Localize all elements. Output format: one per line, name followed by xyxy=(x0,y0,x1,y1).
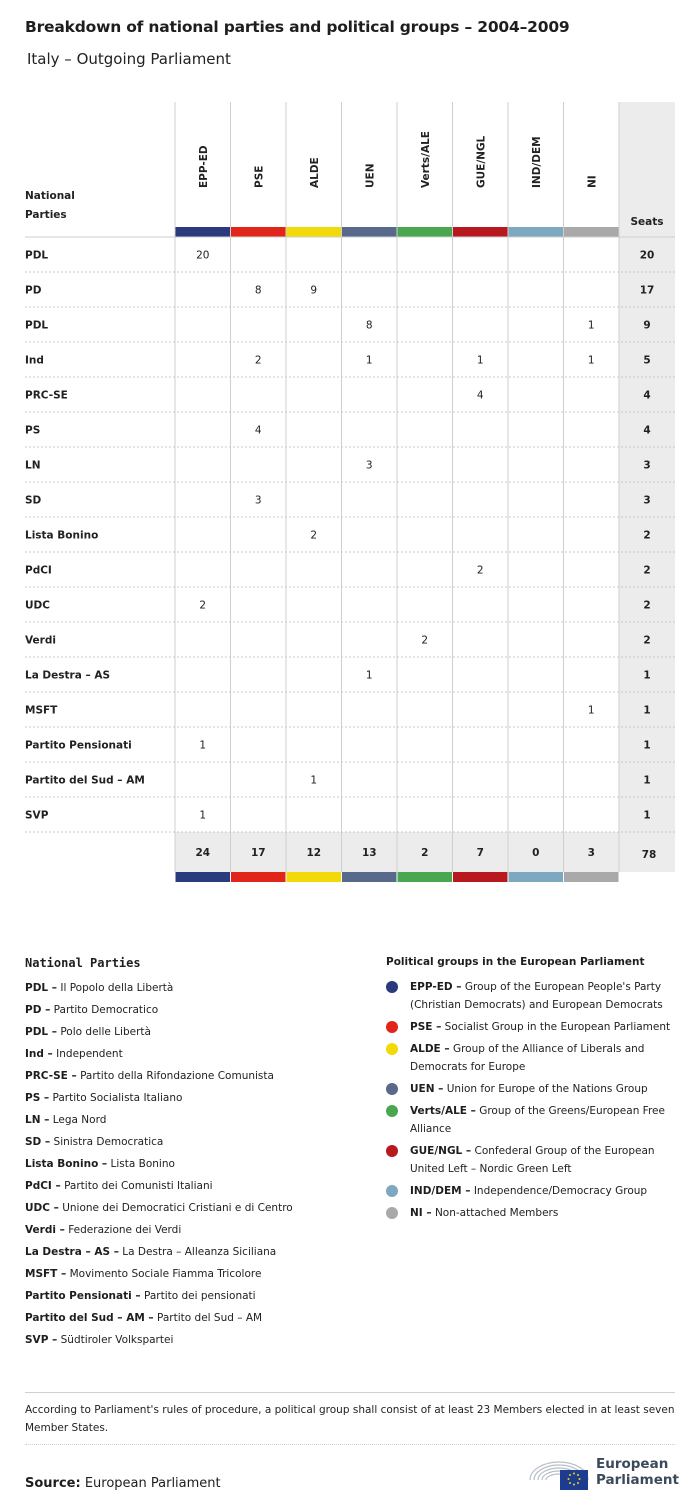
group-legend-abbr: GUE/NGL – xyxy=(410,1145,472,1157)
european-parliament-logo xyxy=(526,1454,686,1494)
party-legend-item xyxy=(25,1175,365,1197)
party-legend-item xyxy=(25,1131,365,1153)
party-seat-total: 1 xyxy=(643,704,651,717)
seat-value-cell: 1 xyxy=(365,669,373,682)
group-seat-total: 2 xyxy=(421,847,429,859)
party-row-label: PRC-SE xyxy=(25,389,68,402)
party-legend-name: Sinistra Democratica xyxy=(50,1136,164,1148)
group-legend-item xyxy=(386,1102,678,1138)
party-legend-name: La Destra – Alleanza Siciliana xyxy=(118,1246,277,1258)
party-row-label: SD xyxy=(25,494,42,507)
group-column-header: ALDE xyxy=(308,157,321,188)
group-legend-name: Non-attached Members xyxy=(431,1207,559,1219)
group-legend-abbr: UEN – xyxy=(410,1083,444,1095)
party-seat-total: 1 xyxy=(643,809,651,822)
party-seat-total: 2 xyxy=(643,599,651,612)
group-color-stripe xyxy=(453,227,508,237)
party-legend-item xyxy=(25,1065,365,1087)
group-seat-total: 13 xyxy=(361,847,377,859)
seat-value-cell: 8 xyxy=(365,319,373,332)
grand-seat-total: 78 xyxy=(641,849,657,861)
party-legend-name: Partito della Rifondazione Comunista xyxy=(76,1070,274,1082)
party-seat-total: 2 xyxy=(643,529,651,542)
party-legend-item xyxy=(25,1043,365,1065)
group-column-header: EPP-ED xyxy=(197,145,210,188)
group-color-stripe-bottom xyxy=(231,872,286,882)
group-legend-name: Group of the Alliance of Liberals and Democrats for Europe xyxy=(410,1043,645,1073)
group-color-stripe-bottom xyxy=(287,872,342,882)
party-legend-name: Movimento Sociale Fiamma Tricolore xyxy=(66,1268,262,1280)
party-legend-name: Lista Bonino xyxy=(107,1158,175,1170)
source-divider xyxy=(25,1444,675,1445)
group-color-dot xyxy=(386,1021,398,1033)
source-value: European Parliament xyxy=(80,1476,221,1491)
seat-value-cell: 1 xyxy=(587,319,595,332)
party-seat-total: 3 xyxy=(643,494,651,507)
chart-subtitle: Italy – Outgoing Parliament xyxy=(27,50,231,68)
party-legend-abbr: Ind – xyxy=(25,1048,53,1060)
group-color-stripe-bottom xyxy=(453,872,508,882)
seat-value-cell: 1 xyxy=(199,809,207,822)
group-legend-item xyxy=(386,1018,678,1036)
group-color-stripe xyxy=(176,227,231,237)
party-legend-abbr: MSFT – xyxy=(25,1268,67,1280)
national-parties-legend-heading: National Parties xyxy=(25,956,141,970)
group-color-dot xyxy=(386,1145,398,1157)
national-parties-column-header xyxy=(25,190,75,221)
seat-value-cell: 1 xyxy=(587,704,595,717)
party-legend-abbr: SVP – xyxy=(25,1334,58,1346)
party-row-label: PD xyxy=(25,284,42,297)
party-seat-total: 5 xyxy=(643,354,651,367)
party-legend-abbr: UDC – xyxy=(25,1202,59,1214)
seat-value-cell: 4 xyxy=(254,424,262,437)
party-row-label: PDL xyxy=(25,249,49,262)
party-row-label: UDC xyxy=(25,599,50,612)
party-row-label: Partito del Sud – AM xyxy=(25,774,145,787)
party-legend-abbr: PD – xyxy=(25,1004,51,1016)
parliament-hemicycle-icon xyxy=(526,1454,592,1494)
group-seat-total: 24 xyxy=(195,847,211,859)
seat-value-cell: 2 xyxy=(310,529,318,542)
party-row-label: LN xyxy=(25,459,41,472)
group-legend-name: Group of the European People's Party (Christian Democrats) and European Democrats xyxy=(410,981,663,1011)
party-legend-item xyxy=(25,1241,365,1263)
party-legend-name: Polo delle Libertà xyxy=(57,1026,151,1038)
group-legend-name: Group of the Greens/European Free Alliance xyxy=(410,1105,665,1135)
party-row-label: PS xyxy=(25,424,41,437)
group-legend-item xyxy=(386,1080,678,1098)
party-legend-name: Partito del Sud – AM xyxy=(153,1312,263,1324)
group-legend-item xyxy=(386,1040,678,1076)
party-row-label: Lista Bonino xyxy=(25,529,99,542)
party-legend-abbr: PS – xyxy=(25,1092,50,1104)
party-legend-abbr: PdCI – xyxy=(25,1180,61,1192)
wordmark-line-1: European xyxy=(596,1456,669,1472)
group-color-stripe xyxy=(398,227,453,237)
group-legend-name: Independence/Democracy Group xyxy=(470,1185,648,1197)
group-color-stripe-bottom xyxy=(564,872,619,882)
party-legend-name: Federazione dei Verdi xyxy=(64,1224,182,1236)
party-row-label: MSFT xyxy=(25,704,58,717)
party-legend-abbr: PDL – xyxy=(25,982,58,994)
group-legend-abbr: IND/DEM – xyxy=(410,1185,471,1197)
group-legend-item xyxy=(386,978,678,1014)
party-row-label: Verdi xyxy=(25,634,56,647)
seat-value-cell: 2 xyxy=(254,354,262,367)
group-color-dot xyxy=(386,1083,398,1095)
group-color-stripe xyxy=(564,227,619,237)
party-seat-total: 3 xyxy=(643,459,651,472)
party-legend-abbr: Verdi – xyxy=(25,1224,65,1236)
party-legend-name: Partito dei Comunisti Italiani xyxy=(60,1180,213,1192)
seat-value-cell: 2 xyxy=(421,634,429,647)
group-color-stripe-bottom xyxy=(342,872,397,882)
group-color-dot xyxy=(386,1207,398,1219)
party-legend-abbr: La Destra – AS – xyxy=(25,1246,119,1258)
political-groups-legend xyxy=(386,956,678,1226)
party-seat-total: 2 xyxy=(643,634,651,647)
group-legend-name: Union for Europe of the Nations Group xyxy=(443,1083,648,1095)
seat-value-cell: 1 xyxy=(199,739,207,752)
party-legend-name: Lega Nord xyxy=(49,1114,107,1126)
group-color-stripe xyxy=(287,227,342,237)
group-column-header: PSE xyxy=(253,165,266,188)
party-seat-total: 1 xyxy=(643,669,651,682)
party-legend-item xyxy=(25,1087,365,1109)
party-legend-name: Partito Socialista Italiano xyxy=(49,1092,183,1104)
party-legend-item xyxy=(25,1197,365,1219)
party-legend-abbr: SD – xyxy=(25,1136,51,1148)
wordmark-line-2: Parliament xyxy=(596,1472,679,1488)
party-legend-abbr: PDL – xyxy=(25,1026,58,1038)
group-color-stripe xyxy=(509,227,564,237)
party-seat-total: 17 xyxy=(639,284,655,297)
party-legend-abbr: Partito Pensionati – xyxy=(25,1290,141,1302)
group-legend-abbr: ALDE – xyxy=(410,1043,450,1055)
party-legend-item xyxy=(25,1153,365,1175)
group-column-header: IND/DEM xyxy=(530,136,543,188)
seat-value-cell: 1 xyxy=(310,774,318,787)
party-row-label: Ind xyxy=(25,354,44,367)
seats-column-header: Seats xyxy=(630,216,664,228)
party-legend-item xyxy=(25,1285,365,1307)
group-legend-abbr: PSE – xyxy=(410,1021,442,1033)
group-color-stripe-bottom xyxy=(509,872,564,882)
party-seat-total: 1 xyxy=(643,739,651,752)
group-color-dot xyxy=(386,981,398,993)
national-parties-header-line: National xyxy=(25,190,75,202)
party-legend-item xyxy=(25,1219,365,1241)
seat-value-cell: 2 xyxy=(476,564,484,577)
party-seat-total: 4 xyxy=(643,389,651,402)
seat-value-cell: 1 xyxy=(587,354,595,367)
political-groups-legend-heading: Political groups in the European Parliament xyxy=(386,956,645,968)
national-parties-legend xyxy=(25,956,365,1351)
group-color-dot xyxy=(386,1105,398,1117)
seat-value-cell: 2 xyxy=(199,599,207,612)
source-credit xyxy=(25,1476,221,1491)
party-legend-item xyxy=(25,999,365,1021)
party-legend-name: Il Popolo della Libertà xyxy=(57,982,174,994)
group-column-header: GUE/NGL xyxy=(475,135,488,188)
group-column-header: UEN xyxy=(364,163,377,188)
party-seat-total: 9 xyxy=(643,319,651,332)
party-legend-abbr: PRC-SE – xyxy=(25,1070,77,1082)
party-legend-item xyxy=(25,1307,365,1329)
party-legend-item xyxy=(25,1263,365,1285)
party-legend-item xyxy=(25,1109,365,1131)
seat-value-cell: 8 xyxy=(254,284,262,297)
party-legend-name: Unione dei Democratici Cristiani e di Centro xyxy=(58,1202,293,1214)
group-column-header: NI xyxy=(586,175,599,188)
group-legend-name: Socialist Group in the European Parliament xyxy=(441,1021,671,1033)
party-legend-abbr: Partito del Sud – AM – xyxy=(25,1312,154,1324)
party-seat-total: 20 xyxy=(639,249,655,262)
party-seat-total: 1 xyxy=(643,774,651,787)
party-row-label: SVP xyxy=(25,809,49,822)
seat-value-cell: 1 xyxy=(476,354,484,367)
european-parliament-wordmark xyxy=(596,1456,679,1488)
group-seat-total: 17 xyxy=(250,847,266,859)
party-legend-name: Partito Democratico xyxy=(50,1004,159,1016)
group-seat-total: 0 xyxy=(532,847,540,859)
group-legend-item xyxy=(386,1204,678,1222)
group-legend-item xyxy=(386,1182,678,1200)
group-color-dot xyxy=(386,1043,398,1055)
group-color-stripe-bottom xyxy=(176,872,231,882)
party-legend-abbr: Lista Bonino – xyxy=(25,1158,108,1170)
group-legend-abbr: EPP-ED – xyxy=(410,981,462,993)
party-row-label: Partito Pensionati xyxy=(25,739,132,752)
group-legend-abbr: NI – xyxy=(410,1207,432,1219)
group-column-header: Verts/ALE xyxy=(419,131,432,188)
seat-value-cell: 20 xyxy=(196,249,210,262)
group-color-stripe xyxy=(342,227,397,237)
party-legend-name: Südtiroler Volkspartei xyxy=(57,1334,174,1346)
group-seat-total: 7 xyxy=(476,847,484,859)
source-label: Source: xyxy=(25,1476,81,1491)
seat-value-cell: 1 xyxy=(365,354,373,367)
party-legend-item xyxy=(25,977,365,999)
seat-value-cell: 3 xyxy=(365,459,373,472)
group-seat-total: 12 xyxy=(306,847,322,859)
party-legend-name: Partito dei pensionati xyxy=(140,1290,256,1302)
group-seat-total: 3 xyxy=(587,847,595,859)
party-legend-item xyxy=(25,1329,365,1351)
group-legend-item xyxy=(386,1142,678,1178)
party-row-label: PdCI xyxy=(25,564,52,577)
party-seat-total: 2 xyxy=(643,564,651,577)
group-color-stripe-bottom xyxy=(398,872,453,882)
party-seat-total: 4 xyxy=(643,424,651,437)
seat-value-cell: 9 xyxy=(310,284,318,297)
party-row-label: PDL xyxy=(25,319,49,332)
group-legend-abbr: Verts/ALE – xyxy=(410,1105,476,1117)
national-parties-header-line: Parties xyxy=(25,209,67,221)
party-legend-name: Independent xyxy=(52,1048,123,1060)
group-color-stripe xyxy=(231,227,286,237)
party-legend-abbr: LN – xyxy=(25,1114,50,1126)
party-row-label: La Destra – AS xyxy=(25,669,111,682)
rules-footnote: According to Parliament's rules of procedure, a political group shall consist of at least 23 Members elected in at least seven Member States. xyxy=(25,1392,675,1437)
group-color-dot xyxy=(386,1185,398,1197)
seat-value-cell: 4 xyxy=(476,389,484,402)
chart-title: Breakdown of national parties and political groups – 2004–2009 xyxy=(25,18,570,36)
party-legend-item xyxy=(25,1021,365,1043)
seat-value-cell: 3 xyxy=(254,494,262,507)
group-legend-name: Confederal Group of the European United Left – Nordic Green Left xyxy=(410,1145,655,1175)
